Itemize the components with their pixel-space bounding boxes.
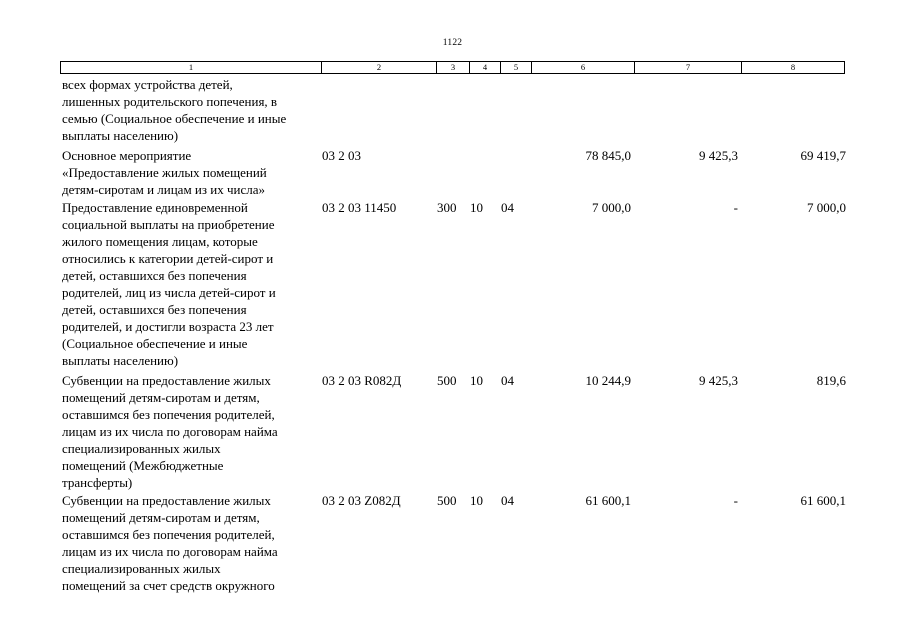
column-number-2: 2 (321, 62, 436, 73)
row-regional: 819,6 (816, 373, 846, 388)
row-code: 03 2 03 (322, 148, 361, 163)
row-name: Основное мероприятие «Предоставление жилых помещений детям-сиротам и лицам из их числа» (62, 148, 267, 197)
row-code: 03 2 03 Z082Д (322, 493, 401, 508)
row-regional: 7 000,0 (807, 200, 846, 215)
column-number-6: 6 (531, 62, 634, 73)
row-code: 03 2 03 R082Д (322, 373, 402, 388)
row-pr: 04 (501, 493, 514, 508)
column-number-3: 3 (436, 62, 469, 73)
column-number-4: 4 (469, 62, 500, 73)
column-number-8: 8 (741, 62, 844, 73)
column-number-5: 5 (500, 62, 531, 73)
row-federal: - (733, 200, 738, 215)
row-name: Субвенции на предоставление жилых помещений детям-сиротам и детям, оставшимся без попечения родителей, лицам из их числа по договорам найма специализированных жилых помещений за счет средств окружного (62, 493, 278, 593)
row-total: 10 244,9 (585, 373, 631, 388)
page-number: 1122 (442, 38, 463, 48)
row-pr: 04 (501, 200, 514, 215)
row-federal: 9 425,3 (699, 373, 738, 388)
column-number-header (60, 61, 845, 74)
row-name: всех формах устройства детей, лишенных родительского попечения, в семью (Социальное обеспечение и иные выплаты населению) (62, 77, 287, 143)
row-total: 61 600,1 (585, 493, 631, 508)
column-number-1: 1 (188, 62, 194, 72)
row-code: 03 2 03 11450 (322, 200, 397, 215)
row-federal: 9 425,3 (699, 148, 738, 163)
row-name: Субвенции на предоставление жилых помещений детям-сиротам и детям, оставшимся без попечения родителей, лицам из их числа по договорам найма специализированных жилых помещений (Межбюджетные трансферты) (62, 373, 278, 490)
row-federal: - (733, 493, 738, 508)
row-regional: 61 600,1 (800, 493, 846, 508)
row-rz: 10 (470, 373, 483, 388)
row-rz: 10 (470, 493, 483, 508)
row-pr: 04 (501, 373, 514, 388)
row-name: Предоставление единовременной социальной выплаты на приобретение жилого помещения лицам, которые относились к категории детей-сирот и детей, оставшихся без попечения родителей, лиц из числа детей-сирот и детей, оставшихся без попечения родителей, и достигли возраста 23 лет (Социальное обеспечение и иные выплаты населению) (62, 200, 276, 368)
row-kvr: 500 (437, 493, 457, 508)
column-number-7: 7 (634, 62, 741, 73)
row-total: 78 845,0 (585, 148, 631, 163)
row-kvr: 300 (437, 200, 457, 215)
row-rz: 10 (470, 200, 483, 215)
row-kvr: 500 (437, 373, 457, 388)
row-total: 7 000,0 (592, 200, 631, 215)
row-regional: 69 419,7 (800, 148, 846, 163)
